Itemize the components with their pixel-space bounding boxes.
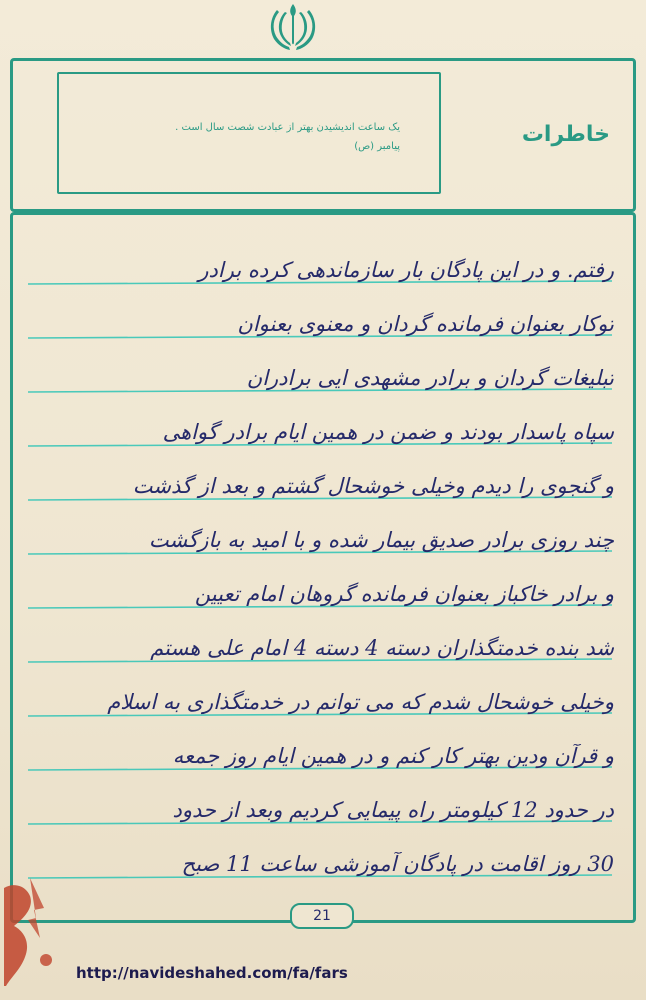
handwritten-line: و قرآن ودین بهتر کار کنم و در همین ایام روز جمعه	[172, 744, 614, 768]
handwritten-line: تبلیغات گردان و برادر مشهدی ایی برادران	[246, 366, 614, 390]
handwritten-line: چند روزی برادر صدیق بیمار شده و با امید به بازگشت	[148, 528, 614, 552]
source-url: http://navideshahed.com/fa/fars	[76, 964, 348, 982]
handwritten-line: سپاه پاسدار بودند و ضمن در همین ایام برادر گواهی	[162, 420, 614, 444]
handwritten-line: در حدود 12 کیلومتر راه پیمایی کردیم وبعد از حدود	[172, 798, 614, 822]
handwritten-line: 30 روز اقامت در پادگان آموزشی ساعت 11 صبح	[181, 852, 614, 876]
handwritten-line: شد بنده خدمتگذاران دسته 4 دسته 4 امام علی هستم	[150, 636, 614, 660]
quote-attribution: پیامبر (ص)	[354, 141, 400, 152]
handwritten-line: توکار بعنوان فرمانده گردان و معنوی بعنوان	[237, 312, 614, 336]
page-number: 21	[290, 903, 354, 929]
handwritten-line: و برادر خاکباز بعنوان فرمانده گروهان امام تعیین	[194, 582, 614, 606]
watermark-logo-icon	[0, 868, 62, 1000]
handwritten-line: و گنجوی را دیدم وخیلی خوشحال گشتم و بعد از گذشت	[132, 474, 614, 498]
quote-line: یک ساعت اندیشیدن بهتر از عبادت شصت سال است .	[175, 122, 400, 133]
handwritten-line: رفتم. و در این پادگان بار سازماندهی کرده برادر	[198, 258, 614, 282]
handwritten-line: وخیلی خوشحال شدم که می توانم در خدمتگذاری به اسلام	[107, 690, 614, 714]
page-title: خاطرات	[521, 122, 610, 147]
